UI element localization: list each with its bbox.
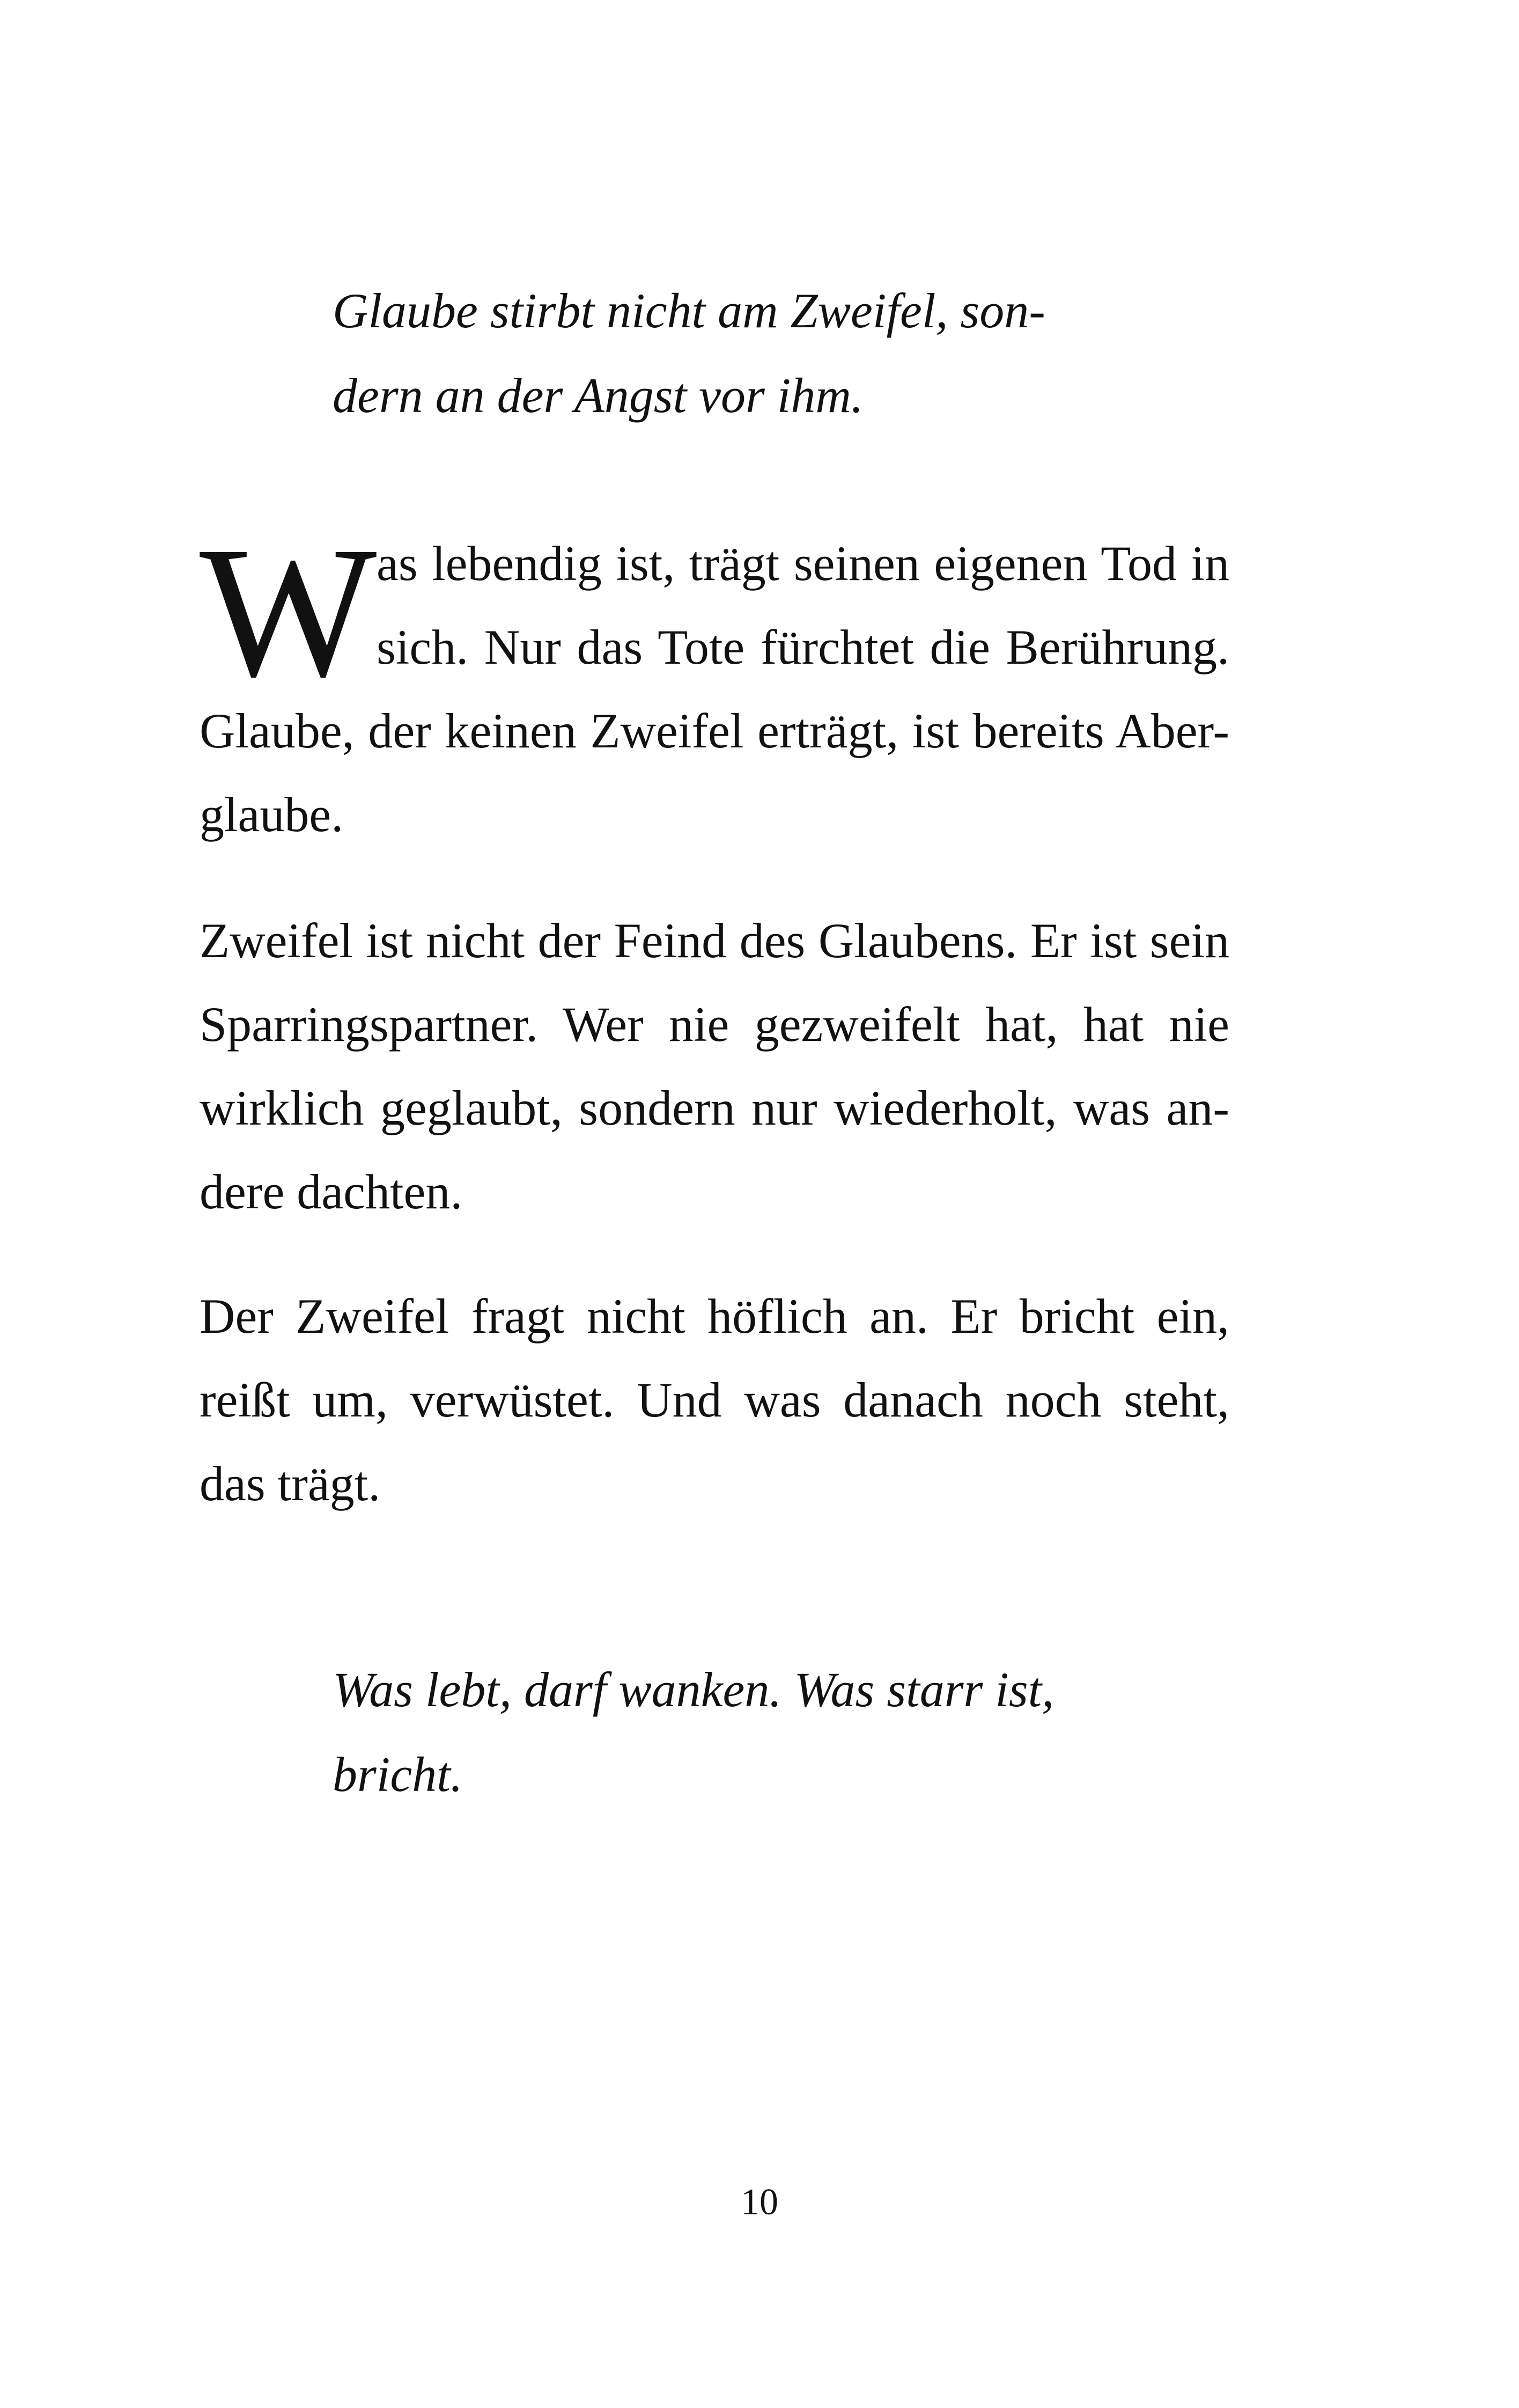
epigraph-top-line: Glaube stirbt nicht am Zweifel, son-	[333, 283, 1045, 338]
paragraph-line: Sparringspartner. Wer nie gezweifelt hat, hat nie	[200, 997, 1229, 1052]
paragraph-1	[200, 508, 1229, 856]
paragraph-line: Der Zweifel fragt nicht höflich an. Er bricht ein,	[200, 1289, 1229, 1344]
epigraph-bottom-line: bricht.	[333, 1747, 463, 1802]
epigraph-top-line: dern an der Angst vor ihm.	[333, 368, 864, 423]
epigraph-bottom-line: Was lebt, darf wanken. Was starr ist,	[333, 1662, 1055, 1717]
paragraph-line: Zweifel ist nicht der Feind des Glaubens. Er ist sein	[200, 913, 1229, 968]
page-number: 10	[741, 2182, 778, 2223]
drop-cap: W	[200, 508, 377, 716]
paragraph-line: as lebendig ist, trägt seinen eigenen Tod in	[377, 536, 1229, 591]
paragraph-line: Glaube, der keinen Zweifel erträgt, ist bereits Aber-	[200, 703, 1229, 758]
paragraph-line: sich. Nur das Tote fürchtet die Berührung.	[377, 620, 1229, 674]
epigraph-top	[333, 268, 1110, 438]
paragraph-3	[200, 1274, 1229, 1525]
paragraph-line: das trägt.	[200, 1456, 381, 1511]
epigraph-bottom	[333, 1647, 1110, 1817]
paragraph-line: wirklich geglaubt, sondern nur wiederholt, was an-	[200, 1081, 1229, 1135]
paragraph-line: glaube.	[200, 787, 344, 842]
paragraph-2	[200, 899, 1229, 1234]
paragraph-line: dere dachten.	[200, 1164, 463, 1219]
paragraph-line: reißt um, verwüstet. Und was danach noch steht,	[200, 1372, 1229, 1427]
